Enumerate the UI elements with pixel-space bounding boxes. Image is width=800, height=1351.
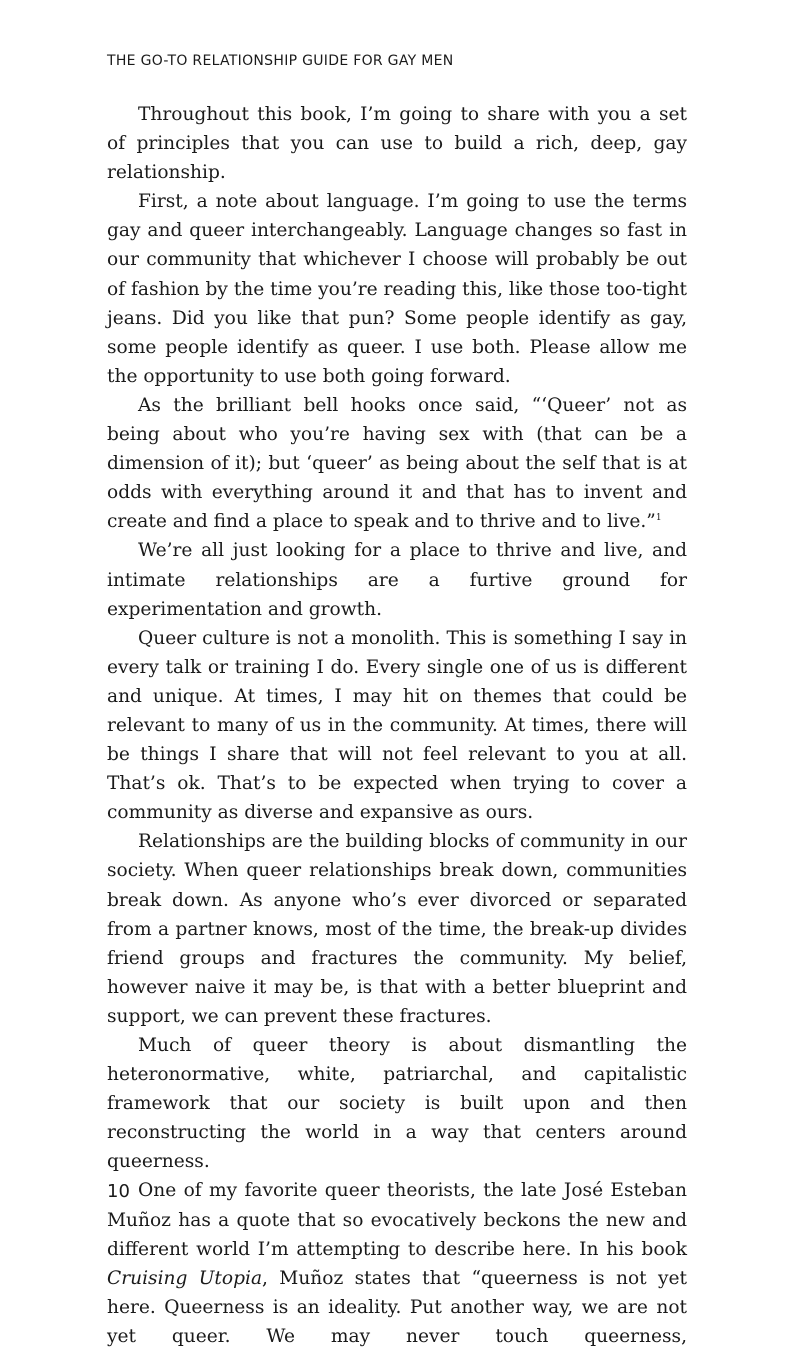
paragraph-text: One of my favorite queer theorists, the late José Esteban Muñoz has a quote that so evocatively beckons the new and different world I’m attempting to describe here. In his book bbox=[107, 1180, 687, 1260]
paragraph-text: Much of queer theory is about dismantling the heteronormative, white, patriarchal, and capitalistic framework that our society is built upon and then reconstructing the world in a way that centers around queerness. bbox=[107, 1035, 687, 1173]
paragraph-text: First, a note about language. I’m going to use the terms gay and queer interchangeably. Language changes so fast in our community that whichever I choose will probably be out of fashion by the time you’re reading this, like those too-tight jeans. Did you like that pun? Some people identify as gay, some people identify as queer. I use both. Please allow me the opportunity to use both going forward. bbox=[107, 191, 687, 387]
paragraph-text: As the brilliant bell hooks once said, “‘Queer’ not as being about who you’re having sex with (that can be a dimension of it); but ‘queer’ as being about the self that is at odds with everything around it and that has to invent and create and find a place to speak and to thrive and to live.” bbox=[107, 394, 687, 533]
paragraph-text: Relationships are the building blocks of community in our society. When queer relationships break down, communities break down. As anyone who’s ever divorced or separated from a partner knows, most of the time, the break-up divides friend groups and fractures the community. My belief, however naive it may be, is that with a better blueprint and support, we can prevent these fractures. bbox=[107, 831, 687, 1027]
paragraph-6 bbox=[107, 827, 687, 1031]
body-text bbox=[107, 100, 687, 1351]
running-head: THE GO-TO RELATIONSHIP GUIDE FOR GAY MEN bbox=[107, 53, 454, 69]
paragraph-text: , Muñoz states that “queerness is not yet here. Queerness is an ideality. Put another way, we are not yet queer. We may never touch queerness, bbox=[107, 1267, 687, 1347]
paragraph-2 bbox=[107, 187, 687, 391]
paragraph-3 bbox=[107, 391, 687, 536]
page-number: 10 bbox=[107, 1181, 130, 1202]
paragraph-7 bbox=[107, 1031, 687, 1176]
paragraph-text: Throughout this book, I’m going to share with you a set of principles that you can use to build a rich, deep, gay relationship. bbox=[107, 104, 687, 184]
paragraph-1 bbox=[107, 100, 687, 187]
paragraph-text: Queer culture is not a monolith. This is something I say in every talk or training I do. Every single one of us is different and unique. At times, I may hit on themes that could be relevant to many of us in the community. At times, there will be things I share that will not feel relevant to you at all. That’s ok. That’s to be expected when trying to cover a community as diverse and expansive as ours. bbox=[107, 627, 687, 824]
book-title: Cruising Utopia bbox=[107, 1267, 263, 1289]
paragraph-5 bbox=[107, 624, 687, 828]
paragraph-4 bbox=[107, 536, 687, 623]
paragraph-8 bbox=[107, 1176, 687, 1351]
paragraph-text: We’re all just looking for a place to thrive and live, and intimate relationships are a furtive ground for experimentation and growth. bbox=[107, 540, 687, 620]
footnote-marker[interactable]: 1 bbox=[655, 513, 662, 524]
